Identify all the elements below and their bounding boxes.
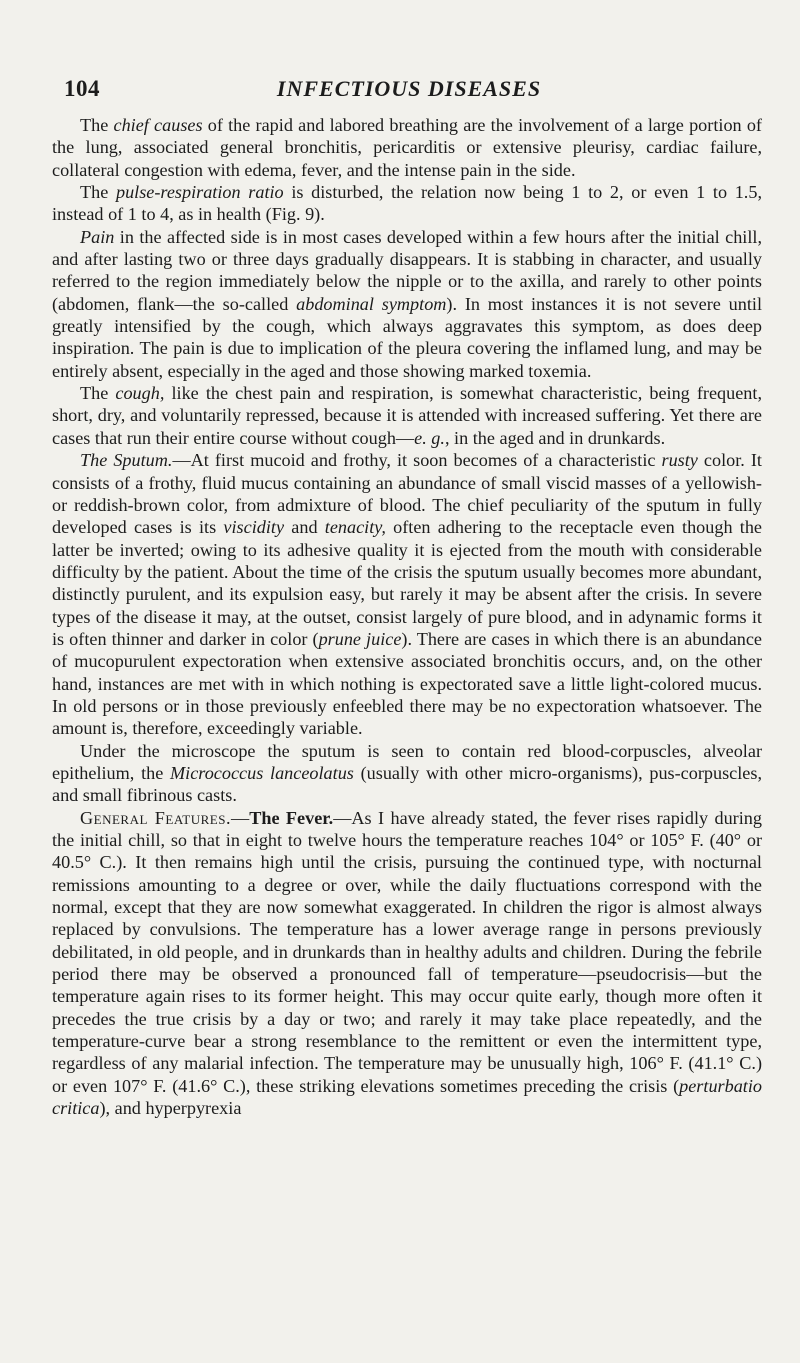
emphasis-text: Micrococcus lanceolatus bbox=[170, 762, 354, 783]
emphasis-text: The Sputum. bbox=[80, 450, 173, 471]
emphasis-text: chief causes bbox=[113, 115, 203, 135]
text-run: ). In most instances it is not severe until greatly intensified by the cough, which always aggravates this symptom, as does deep inspiration. The pain is due to implication of the pleura covering the inflamed lung, and may be entirely absent, especially in the aged and those showing marked toxemia. bbox=[52, 293, 762, 381]
text-run: , in the aged and in drunkards. bbox=[444, 427, 666, 448]
paragraph bbox=[52, 449, 762, 739]
text-run: like the chest pain and respiration, is somewhat characteristic, being frequent, short, dry, and voluntarily repressed, because it is attended with increased suffering. Yet there are cases that run their entire course without cough— bbox=[52, 383, 762, 448]
text-run: often adhering to the receptacle even though the latter be inverted; owing to its adhesive quality it is ejected from the mouth with considerable difficulty by the patient. About the time of the crisis the sputum usually becomes more abundant, distinctly purulent, and its expulsion easy, but rarely it may be absent after the crisis. In severe types of the disease it may, at the outset, consist largely of pure blood, and in adynamic forms it is often thinner and darker in color ( bbox=[52, 517, 763, 649]
paragraph bbox=[52, 382, 762, 449]
emphasis-text: The Fever. bbox=[249, 807, 334, 828]
paragraph bbox=[52, 181, 762, 226]
emphasis-text: viscidity bbox=[223, 517, 285, 538]
emphasis-text: perturbatio critica bbox=[52, 1075, 762, 1119]
emphasis-text: tenacity, bbox=[324, 517, 386, 538]
emphasis-text: pulse-respiration ratio bbox=[115, 182, 284, 203]
text-run: of the rapid and labored breathing are the involvement of a large portion of the lung, associated general bronchitis, pericarditis or extensive pleurisy, cardiac failure, collateral congestion with edema, fever, and the intense pain in the side. bbox=[52, 115, 762, 180]
text-run: The bbox=[80, 115, 114, 135]
emphasis-text: rusty bbox=[661, 450, 698, 471]
emphasis-text: abdominal symptom bbox=[296, 293, 447, 314]
text-run: color. It consists of a frothy, fluid mucus containing an abundance of small viscid masses of a yellowish- or reddish-brown color, from admixture of blood. The chief peculiarity of the sputum in fully developed cases is its bbox=[52, 450, 762, 538]
text-run: ). There are cases in which there is an abundance of mucopurulent expectoration when extensive associated bronchitis occurs, and, on the other hand, instances are met with in which nothing is expectorated save a little light-colored mucus. In old persons or in those previously enfeebled there may be no expectoration whatsoever. The amount is, therefore, exceedingly variable. bbox=[52, 628, 763, 739]
text-run: — bbox=[231, 807, 250, 828]
emphasis-text: e. g. bbox=[414, 427, 445, 448]
text-run: —At first mucoid and frothy, it soon becomes of a characteristic bbox=[172, 450, 662, 471]
emphasis-text: cough, bbox=[115, 383, 165, 404]
text-run: The bbox=[80, 182, 116, 203]
text-run: (usually with other micro-organisms), pus-corpuscles, and small fibrinous casts. bbox=[52, 762, 762, 806]
body-text bbox=[52, 114, 762, 1119]
paragraph bbox=[52, 114, 762, 181]
text-run: The bbox=[80, 383, 116, 404]
emphasis-text: prune juice bbox=[318, 628, 402, 649]
text-run: ), and hyperpyrexia bbox=[99, 1098, 242, 1119]
page-number: 104 bbox=[64, 76, 100, 101]
page-header bbox=[64, 76, 754, 106]
text-run: —As I have already stated, the fever rises rapidly during the initial chill, so that in eight to twelve hours the temperature reaches 104° or 105° F. (40° or 40.5° C.). It then remains high until the crisis, pursuing the continued type, with nocturnal remissions amounting to a degree or over, while the daily fluctuations correspond with the normal, except that they are now somewhat exaggerated. In children the rigor is almost always replaced by convulsions. The temperature has a lower average range in persons previously debilitated, in old people, and in drunkards than in healthy adults and children. During the febrile period there may be observed a pronounced fall of temperature—pseudocrisis—but the temperature again rises to its former height. This may occur quite early, though more often it precedes the true crisis by a day or two; and rarely it may take place repeatedly, and the temperature-curve bear a strong resemblance to the remittent or even the intermittent type, regardless of any malarial infection. The temperature may be unusually high, 106° F. (41.1° C.) or even 107° F. (41.6° C.), these striking elevations sometimes preceding the crisis ( bbox=[52, 807, 762, 1096]
emphasis-text: General Features. bbox=[80, 807, 232, 828]
paragraph bbox=[52, 807, 762, 1120]
emphasis-text: Pain bbox=[80, 226, 115, 247]
paragraph bbox=[52, 226, 762, 382]
text-run: and bbox=[284, 517, 325, 538]
running-title: INFECTIOUS DISEASES bbox=[276, 76, 542, 101]
text-run: Under the microscope the sputum is seen to contain red blood-corpuscles, alveolar epithelium, the bbox=[52, 740, 762, 783]
text-run: is disturbed, the relation now being 1 to 2, or even 1 to 1.5, instead of 1 to 4, as in health (Fig. 9). bbox=[52, 182, 762, 225]
text-run: in the affected side is in most cases developed within a few hours after the initial chill, and after lasting two or three days gradually disappears. It is stabbing in character, and usually referred to the region immediately below the nipple or to the axilla, and rarely to other points (abdomen, flank—the so-called bbox=[52, 226, 762, 314]
paragraph bbox=[52, 740, 762, 807]
